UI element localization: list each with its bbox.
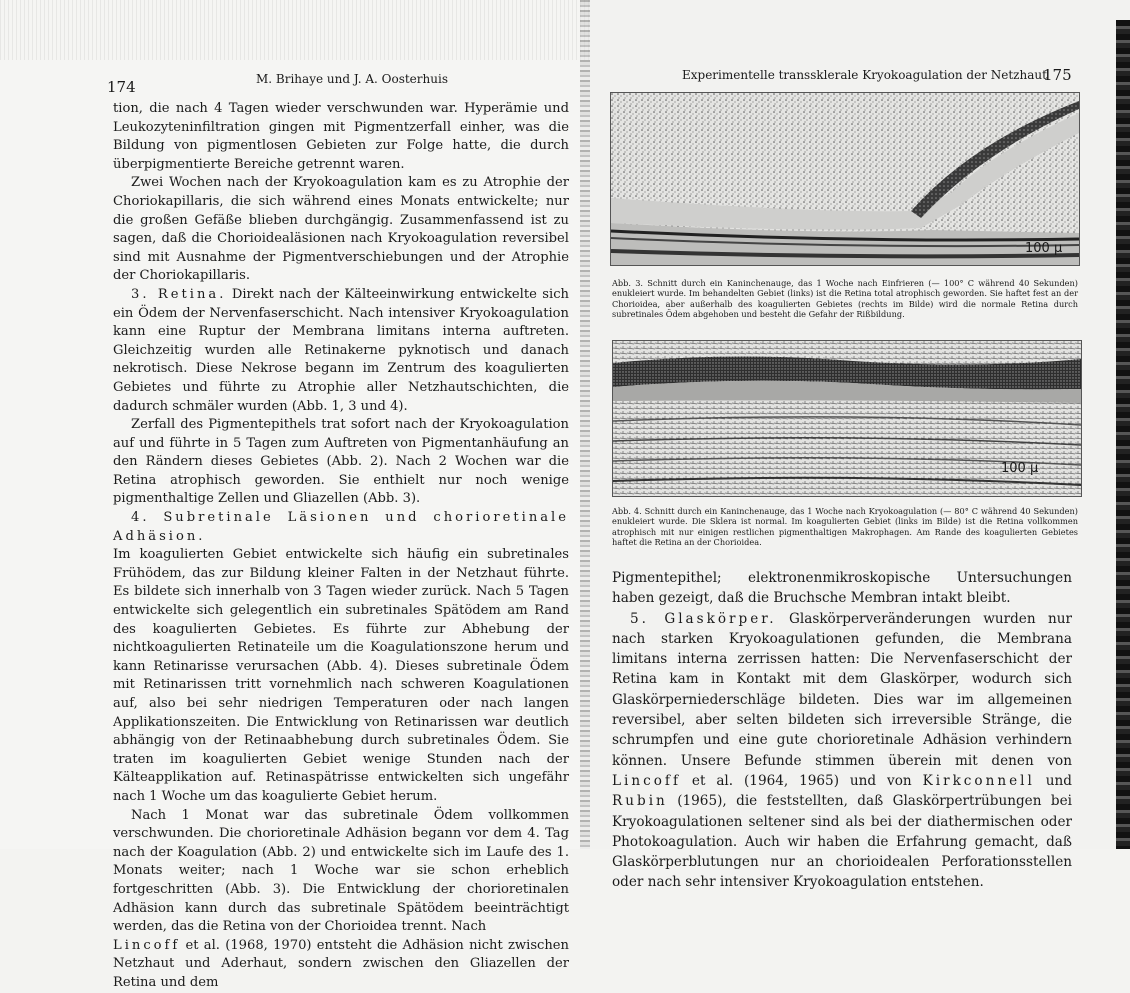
paragraph: Zerfall des Pigmentepithels trat sofort nach der Kryokoagulation auf und führte in 5 Tagen zum Auftreten von Pigmentanhäufung an den Rändern dieses Gebietes (Abb. 2). Nach 2 Wochen war die Retina atrophisch geworden. Sie enthielt nur noch wenige pigmenthaltige Zellen und Gliazellen (Abb. 3). xyxy=(113,417,569,507)
paragraph: Lincoff et al. (1968, 1970) entsteht die Adhäsion nicht zwischen Netzhaut und Aderhaut, sondern zwischen den Gliazellen der Retina und dem xyxy=(113,937,569,990)
paragraph: Pigmentepithel; elektronenmikroskopische Untersuchungen haben gezeigt, daß die Bruchsche Membran intakt bleibt. xyxy=(612,570,1072,607)
running-head-left: M. Brihaye und J. A. Oosterhuis xyxy=(256,72,448,86)
paragraph: tion, die nach 4 Tagen wieder verschwunden war. Hyperämie und Leukozyteninfiltration gingen mit Pigmentzerfall einher, was die Bildung von pigmentlosen Gebieten zur Folge hatte, die durch überpigmentierte Bereiche getrennt waren. xyxy=(113,101,569,172)
caption-label: Abb. 4. xyxy=(612,506,642,516)
author-name: Rubin xyxy=(612,793,668,810)
page-number-right: 175 xyxy=(1043,66,1072,84)
figure-3-micrograph xyxy=(610,92,1080,266)
author-name: Lincoff xyxy=(612,772,681,789)
paragraph: Nach 1 Monat war das subretinale Ödem vollkommen verschwunden. Die chorioretinale Adhäsion begann vor dem 4. Tag nach der Koagulation (Abb. 2) und entwickelte sich im Laufe des 1. Monats weiter; nach 1 Woche war sie schon erheblich fortgeschritten (Abb. 3). Die Entwicklung der chorioretinalen Adhäsion kann durch das subretinale Spätödem beeinträchtigt werden, das die Retina von der Chorioidea trennt. Nach xyxy=(113,807,569,935)
paragraph xyxy=(113,286,569,416)
paragraph: Zwei Wochen nach der Kryokoagulation kam es zu Atrophie der Choriokapillaris, die sich während eines Monats entwickelte; nur die großen Gefäße blieben durchgängig. Zusammenfassend ist zu sagen, daß die Chorioidealäsionen nach Kryokoagulation reversibel sind mit Ausnahme der Pigmentverschiebungen und der Atrophie der Choriokapillaris. xyxy=(113,175,569,284)
caption-text: Schnitt durch ein Kaninchenauge, das 1 Woche nach Kryokoagulation (— 80° C während 40 Sekunden) enukleiert wurde. Die Sklera ist normal. Im koagulierten Gebiet (links im Bilde) ist die Retina vollkommen atrophisch mit nur einigen restlichen pigmenthaltigen Makrophagen. Am Rande des koagulierten Gebietes haftet die Retina an der Chorioidea. xyxy=(612,506,1078,548)
caption-text: Schnitt durch ein Kaninchenauge, das 1 Woche nach Einfrieren (— 100° C während 40 Sekunden) enukleiert wurde. Im behandelten Gebiet (links) ist die Retina total atrophisch geworden. Sie haftet fest an der Chorioidea, aber außerhalb des koagulierten Gebietes (rechts im Bilde) wird die normale Retina durch subretinales Ödem abgehoben und besteht die Gefahr der Rißbildung. xyxy=(612,278,1078,320)
paragraph: 5. Glaskörper. Glaskörperveränderungen wurden nur nach starken Kryokoagulationen gefunden, die Membrana limitans interna zerrissen hatten: Die Nervenfaserschicht der Retina kam in Kontakt mit dem Glaskörper, wodurch sich Glaskörperniederschläge bildeten. Dies war im allgemeinen reversibel, aber selten bildeten sich irreversible Stränge, die schrumpfen und eine gute chorioretinale Adhäsion verhindern können. Unsere Befunde stimmen überein mit denen von Lincoff et al. (1964, 1965) und von Kirkconnell und Rubin (1965), die feststellten, daß Glaskörpertrübungen bei Kryokoagulationen seltener sind als bei der diathermischen oder Photokoagulation. Auch wir haben die Erfahrung gemacht, daß Glaskörperblutungen nur an chorioidealen Perforationsstellen oder nach sehr intensiver Kryokoagulation entstehen. xyxy=(612,610,1072,891)
figure-3-caption xyxy=(612,278,1078,320)
author-name: Lincoff xyxy=(113,937,181,953)
figure-3-scale: 100 µ xyxy=(1025,241,1063,256)
page-edge-shadow xyxy=(1116,20,1130,849)
micrograph-image xyxy=(611,93,1079,265)
section-heading-retina: 3. Retina. xyxy=(131,286,227,302)
page-number-left: 174 xyxy=(107,78,136,96)
right-text-column xyxy=(612,568,1072,893)
section-heading-adhaesion: 4. Subretinale Läsionen und chorioretinale Adhäsion. xyxy=(113,510,569,544)
right-page xyxy=(590,0,1130,891)
running-head-right: Experimentelle transsklerale Kryokoagulation der Netzhaut xyxy=(682,68,1047,82)
caption-label: Abb. 3. xyxy=(612,278,644,288)
section-heading-glaskoerper: 5. Glaskörper. xyxy=(630,610,777,627)
author-name: Kirkconnell xyxy=(922,772,1035,789)
paragraph-text: Direkt nach der Kälteeinwirkung entwickelte sich ein Ödem der Nervenfaserschicht. Nach intensiver Kryokoagulation kann eine Ruptur der Membrana limitans interna auftreten. Gleichzeitig wurden alle Retinakerne pyknotisch und danach nekrotisch. Diese Nekrose begann im Zentrum des koagulierten Gebietes und führte zu Atrophie aller Netzhautschichten, die dadurch schmäler wurden (Abb. 1, 3 und 4). xyxy=(113,286,569,414)
paragraph: Im koagulierten Gebiet entwickelte sich häufig ein subretinales Frühödem, das zur Bildung kleiner Falten in der Netzhaut führte. Es bildete sich innerhalb von 3 Tagen wieder zurück. Nach 5 Tagen entwickelte sich gelegentlich ein subretinales Spätödem am Rand des koagulierten Gebietes. Es führte zur Abhebung der nichtkoagulierten Retinateile um die Koagulationszone herum und kann Retinarisse verursachen (Abb. 4). Dieses subretinale Ödem mit Retinarissen tritt vornehmlich nach schweren Koagulationen auf, also bei sehr niedrigen Temperaturen oder nach langen Applikationszeiten. Die Entwicklung von Retinarissen war deutlich abhängig von der Retinaabhebung durch subretinales Ödem. Sie traten im koagulierten Gebiet wenige Stunden nach der Kälteapplikation auf. Retinaspätrisse entwickelten sich ungefähr nach 1 Woche um das koagulierte Gebiet herum. xyxy=(113,547,569,804)
left-text-column xyxy=(113,100,569,993)
figure-4-scale: 100 µ xyxy=(1001,461,1039,476)
figure-4-caption xyxy=(612,506,1078,548)
figure-4-micrograph xyxy=(612,340,1082,497)
